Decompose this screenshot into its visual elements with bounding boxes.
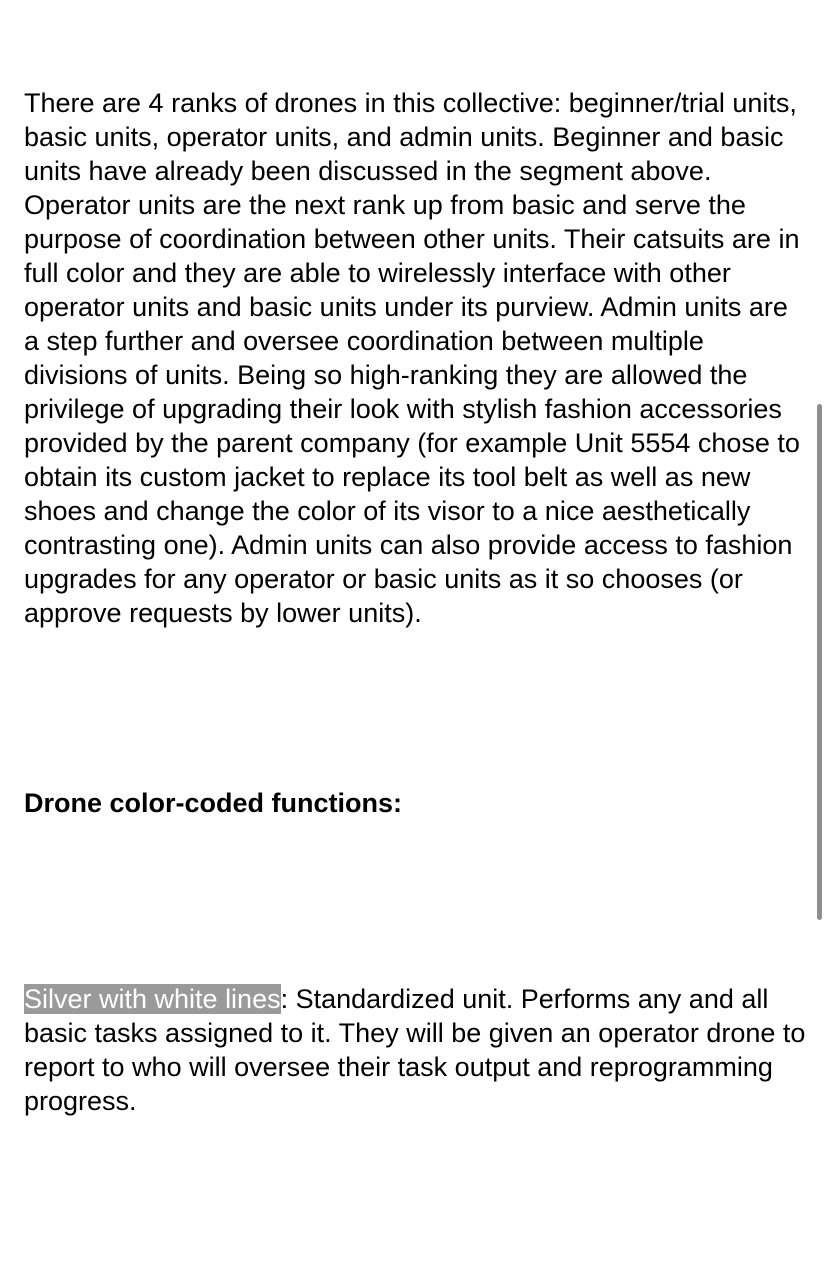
article-content: [24, 86, 810, 1118]
heading-gap: [24, 820, 810, 982]
selected-text-highlight[interactable]: Silver with white lines: [24, 984, 281, 1014]
vertical-scrollbar[interactable]: [817, 404, 822, 920]
paragraph-gap: [24, 630, 810, 786]
functions-heading: Drone color-coded functions:: [24, 788, 402, 818]
silver-unit-paragraph: [24, 982, 810, 1118]
silver-unit-description: : Standardized unit. Performs any and all basic tasks assigned to it. They will be given an operator drone to report to who will oversee their task output and reprogramming progress.: [24, 984, 806, 1116]
ranks-paragraph: There are 4 ranks of drones in this collective: beginner/trial units, basic units, operator units, and admin units. Beginner and basic units have already been discussed in the segment above. Operator units are the next rank up from basic and serve the purpose of coordination between other units. Their catsuits are in full color and they are able to wirelessly interface with other operator units and basic units under its purview. Admin units are a step further and oversee coordination between multiple divisions of units. Being so high-ranking they are allowed the privilege of upgrading their look with stylish fashion accessories provided by the parent company (for example Unit 5554 chose to obtain its custom jacket to replace its tool belt as well as new shoes and change the color of its visor to a nice aesthetically contrasting one). Admin units can also provide access to fashion upgrades for any operator or basic units as it so chooses (or approve requests by lower units).: [24, 88, 800, 628]
